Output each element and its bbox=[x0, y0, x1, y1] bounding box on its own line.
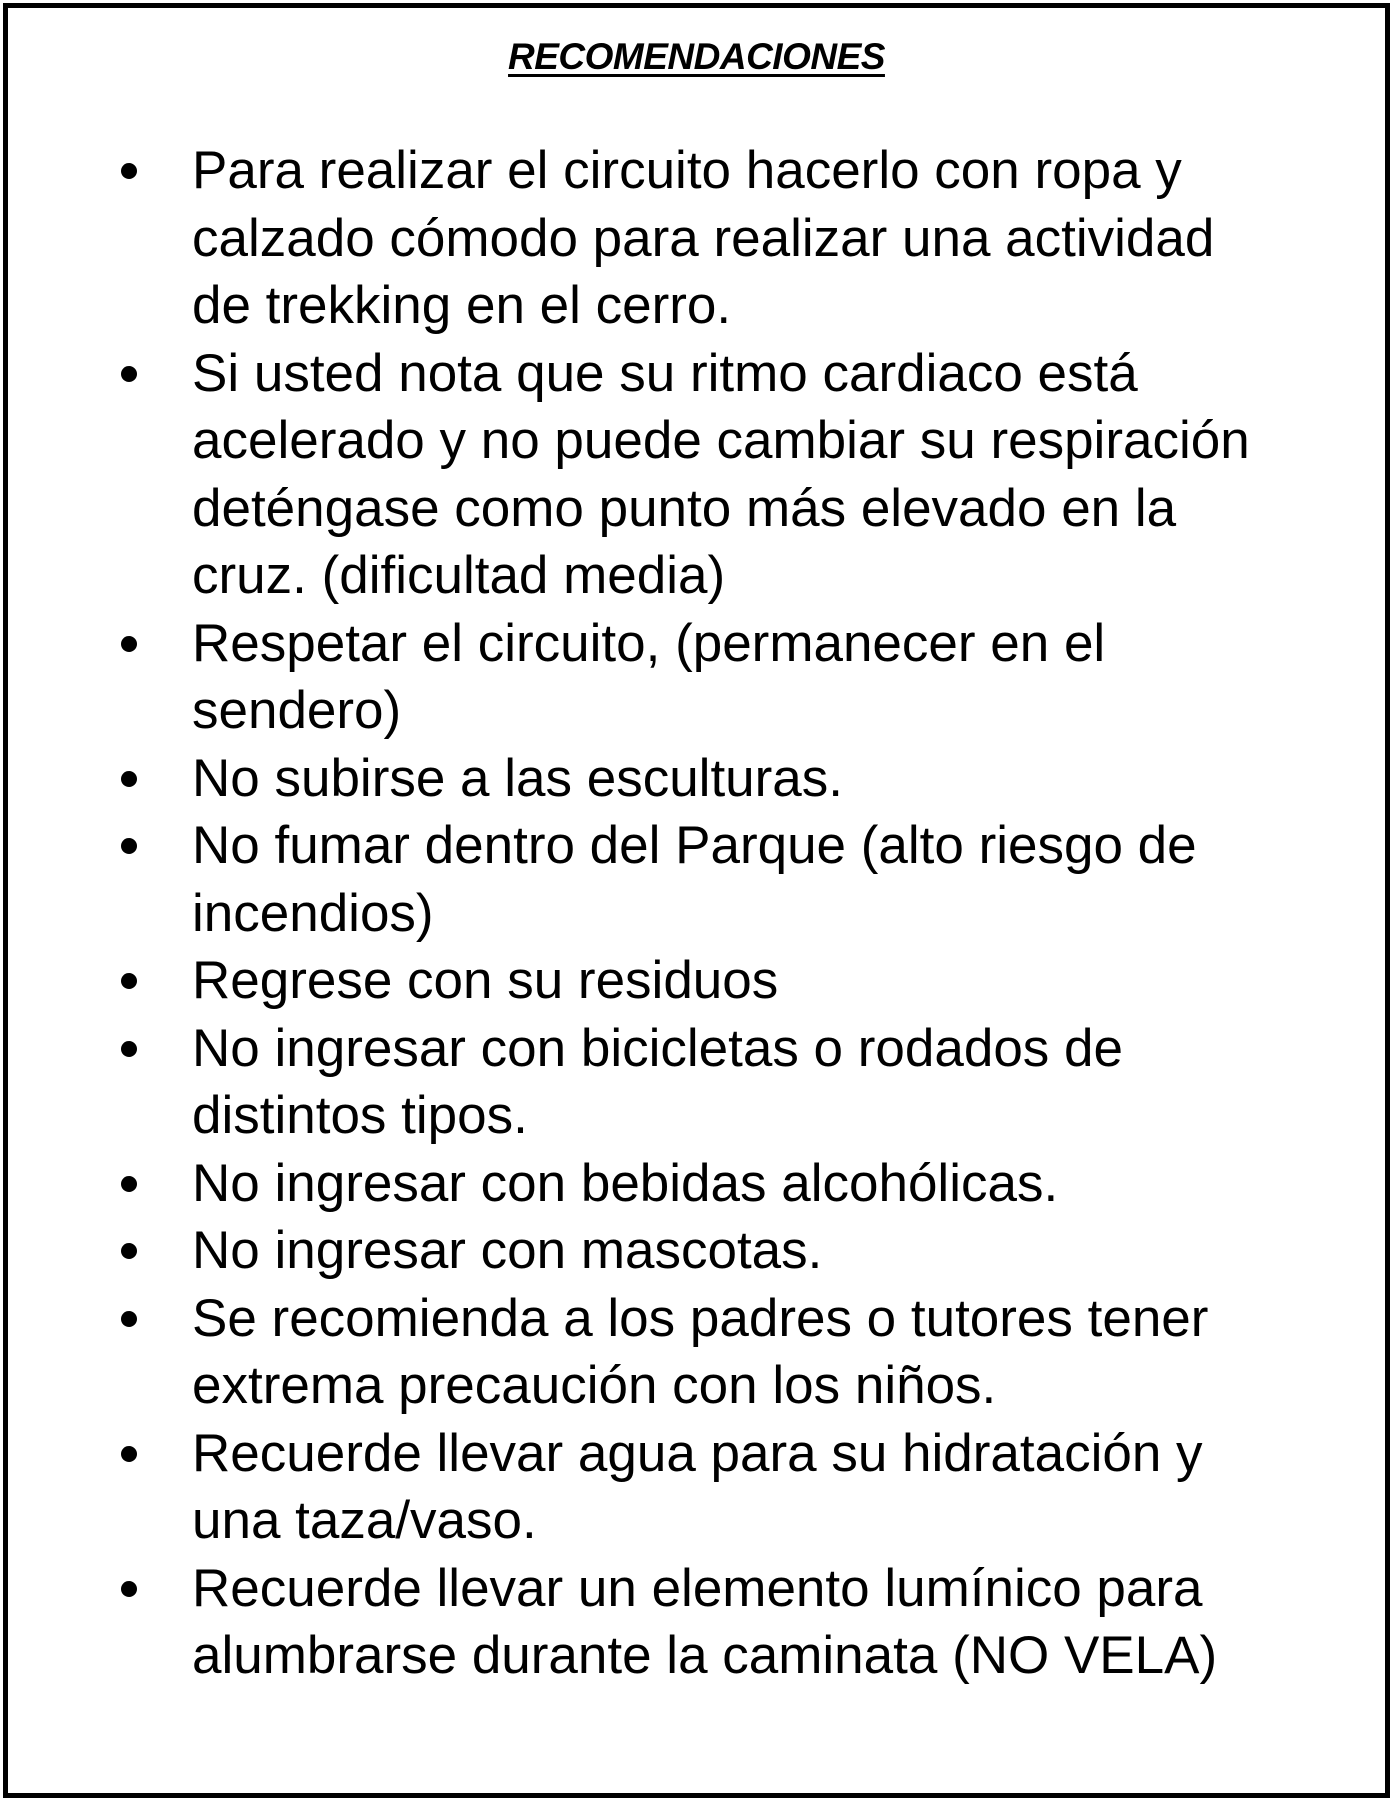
item-line: cruz. (dificultad media) bbox=[192, 546, 726, 605]
item-line: Regrese con su residuos bbox=[192, 951, 779, 1010]
item-line: No fumar dentro del Parque (alto riesgo de bbox=[192, 816, 1197, 875]
recommendations-list bbox=[8, 137, 1385, 1690]
list-item bbox=[8, 812, 1385, 947]
bullet-icon bbox=[121, 1446, 137, 1462]
bullet-icon bbox=[121, 973, 137, 989]
bullet-icon bbox=[121, 1311, 137, 1327]
item-line: calzado cómodo para realizar una actividad bbox=[192, 208, 1215, 268]
item-line: de trekking en el cerro. bbox=[192, 276, 732, 335]
bullet-icon bbox=[121, 771, 137, 787]
item-line: Para realizar el circuito hacerlo con ropa y bbox=[192, 141, 1182, 200]
item-line: distintos tipos. bbox=[192, 1086, 528, 1145]
bullet-icon bbox=[121, 1176, 137, 1192]
page-title: RECOMENDACIONES bbox=[508, 36, 885, 77]
item-line: No subirse a las esculturas. bbox=[192, 748, 844, 808]
item-line: Recuerde llevar agua para su hidratación y bbox=[192, 1423, 1203, 1483]
list-item bbox=[8, 745, 1385, 813]
item-line: incendios) bbox=[192, 883, 434, 943]
item-line: Se recomienda a los padres o tutores tener bbox=[192, 1288, 1209, 1348]
bullet-icon bbox=[121, 838, 137, 854]
bullet-icon bbox=[121, 1243, 137, 1259]
list-item bbox=[8, 1420, 1385, 1555]
item-line: Respetar el circuito, (permanecer en el bbox=[192, 613, 1106, 673]
item-line: acelerado y no puede cambiar su respiración bbox=[192, 411, 1250, 470]
item-line: sendero) bbox=[192, 681, 402, 740]
bullet-icon bbox=[121, 636, 137, 652]
list-item bbox=[8, 1285, 1385, 1420]
list-item bbox=[8, 1015, 1385, 1150]
item-line: Recuerde llevar un elemento lumínico para bbox=[192, 1558, 1203, 1618]
bullet-icon bbox=[121, 163, 137, 179]
item-line: No ingresar con mascotas. bbox=[192, 1221, 823, 1280]
recommendations-box bbox=[3, 3, 1390, 1798]
item-line: extrema precaución con los niños. bbox=[192, 1356, 997, 1415]
item-line: Si usted nota que su ritmo cardiaco está bbox=[192, 343, 1138, 403]
list-item bbox=[8, 137, 1385, 340]
bullet-icon bbox=[121, 366, 137, 382]
item-line: alumbrarse durante la caminata (NO VELA) bbox=[192, 1626, 1218, 1685]
list-item bbox=[8, 947, 1385, 1015]
item-line: No ingresar con bicicletas o rodados de bbox=[192, 1018, 1123, 1078]
list-item bbox=[8, 1150, 1385, 1218]
bullet-icon bbox=[121, 1041, 137, 1057]
bullet-icon bbox=[121, 1581, 137, 1597]
item-line: No ingresar con bebidas alcohólicas. bbox=[192, 1153, 1059, 1213]
list-item bbox=[8, 1555, 1385, 1690]
item-line: una taza/vaso. bbox=[192, 1491, 537, 1550]
list-item bbox=[8, 1217, 1385, 1285]
item-line: deténgase como punto más elevado en la bbox=[192, 478, 1177, 538]
list-item bbox=[8, 340, 1385, 610]
list-item bbox=[8, 610, 1385, 745]
